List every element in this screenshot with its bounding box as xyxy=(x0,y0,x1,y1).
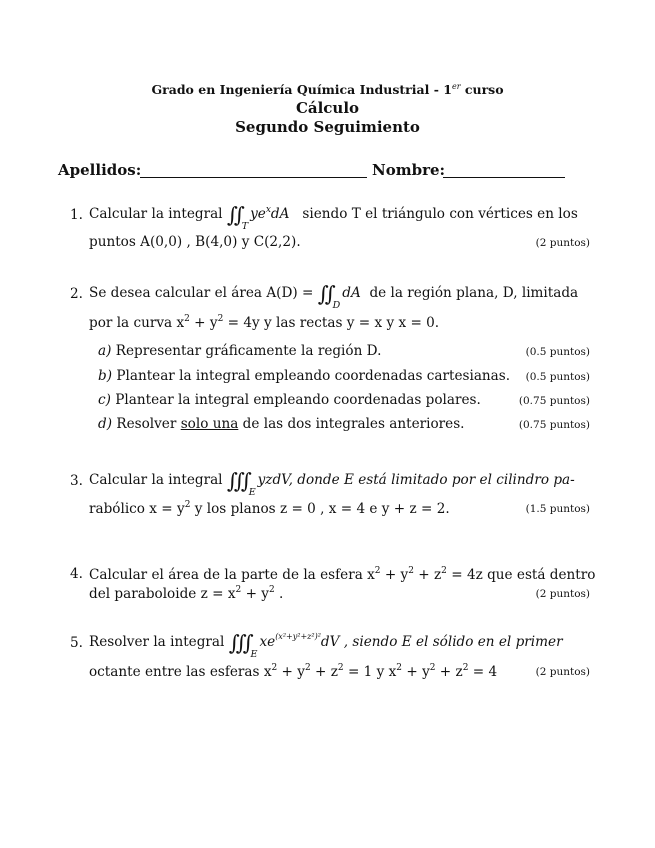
points-label: (0.5 puntos) xyxy=(525,371,590,383)
course-line: Grado en Ingeniería Química Industrial - 1er curso xyxy=(151,82,504,98)
question-number: 2. xyxy=(70,286,83,302)
surname-field[interactable] xyxy=(140,177,367,178)
question-line: del paraboloide $z = x^2 + y^2$ . xyxy=(89,585,284,602)
surname-label: Apellidos: xyxy=(58,161,142,179)
exam-subtitle: Segundo Seguimiento xyxy=(235,118,420,136)
question-line: Calcular el área de la parte de la esfera $x^2 + y^2 + z^2 = 4z$ que está dentro xyxy=(89,566,596,583)
question-line: octante entre las esferas $x^2 + y^2 + z^2 = 1$ y $x^2 + y^2 + z^2 = 4$ xyxy=(89,663,498,680)
sub-question: a) Representar gráficamente la región D. xyxy=(98,343,382,359)
points-label: (2 puntos) xyxy=(535,588,590,600)
question-line: puntos A(0,0) , B(4,0) y C(2,2). xyxy=(89,234,301,250)
name-field[interactable] xyxy=(443,177,565,178)
question-4 xyxy=(70,566,596,606)
points-label: (2 puntos) xyxy=(535,237,590,249)
question-number: 1. xyxy=(70,207,83,223)
sub-question: d) Resolver solo una de las dos integrales anteriores. xyxy=(98,416,465,432)
question-line: Se desea calcular el área A(D) = ∬ $_D$dA de la región plana, D, limitada xyxy=(89,282,579,311)
points-label: (2 puntos) xyxy=(535,666,590,678)
question-1 xyxy=(70,203,590,253)
student-fields xyxy=(58,161,598,185)
points-label: (0.75 puntos) xyxy=(518,395,590,407)
question-5 xyxy=(70,631,590,683)
question-2 xyxy=(70,280,590,435)
question-number: 5. xyxy=(70,635,83,651)
question-line: por la curva $x^2 + y^2 = 4y$ y las rectas y = x y x = 0. xyxy=(89,314,440,331)
question-line: Calcular la integral ∭ $_E$yzdV, donde E está limitado por el cilindro pa- xyxy=(89,469,575,498)
points-label: (0.5 puntos) xyxy=(525,346,590,358)
question-line: Resolver la integral ∭ $_Exe^{(x^2+y^2+z^2)^2}dV$ , siendo E el sólido en el primer xyxy=(89,631,563,660)
question-line: rabólico $x = y^2$ y los planos z = 0 , x = 4 e y + z = 2. xyxy=(89,500,450,517)
sub-question: b) Plantear la integral empleando coordenadas cartesianas. xyxy=(98,368,511,384)
points-label: (1.5 puntos) xyxy=(525,503,590,515)
question-number: 3. xyxy=(70,473,83,489)
exam-title: Cálculo xyxy=(295,99,360,117)
question-line: Calcular la integral ∬ $_Tye^xdA$ siendo T el triángulo con vértices en los xyxy=(89,203,578,232)
question-number: 4. xyxy=(70,566,83,582)
points-label: (0.75 puntos) xyxy=(518,419,590,431)
sub-question: c) Plantear la integral empleando coordenadas polares. xyxy=(98,392,481,408)
question-3 xyxy=(70,468,590,520)
name-label: Nombre: xyxy=(372,161,446,179)
